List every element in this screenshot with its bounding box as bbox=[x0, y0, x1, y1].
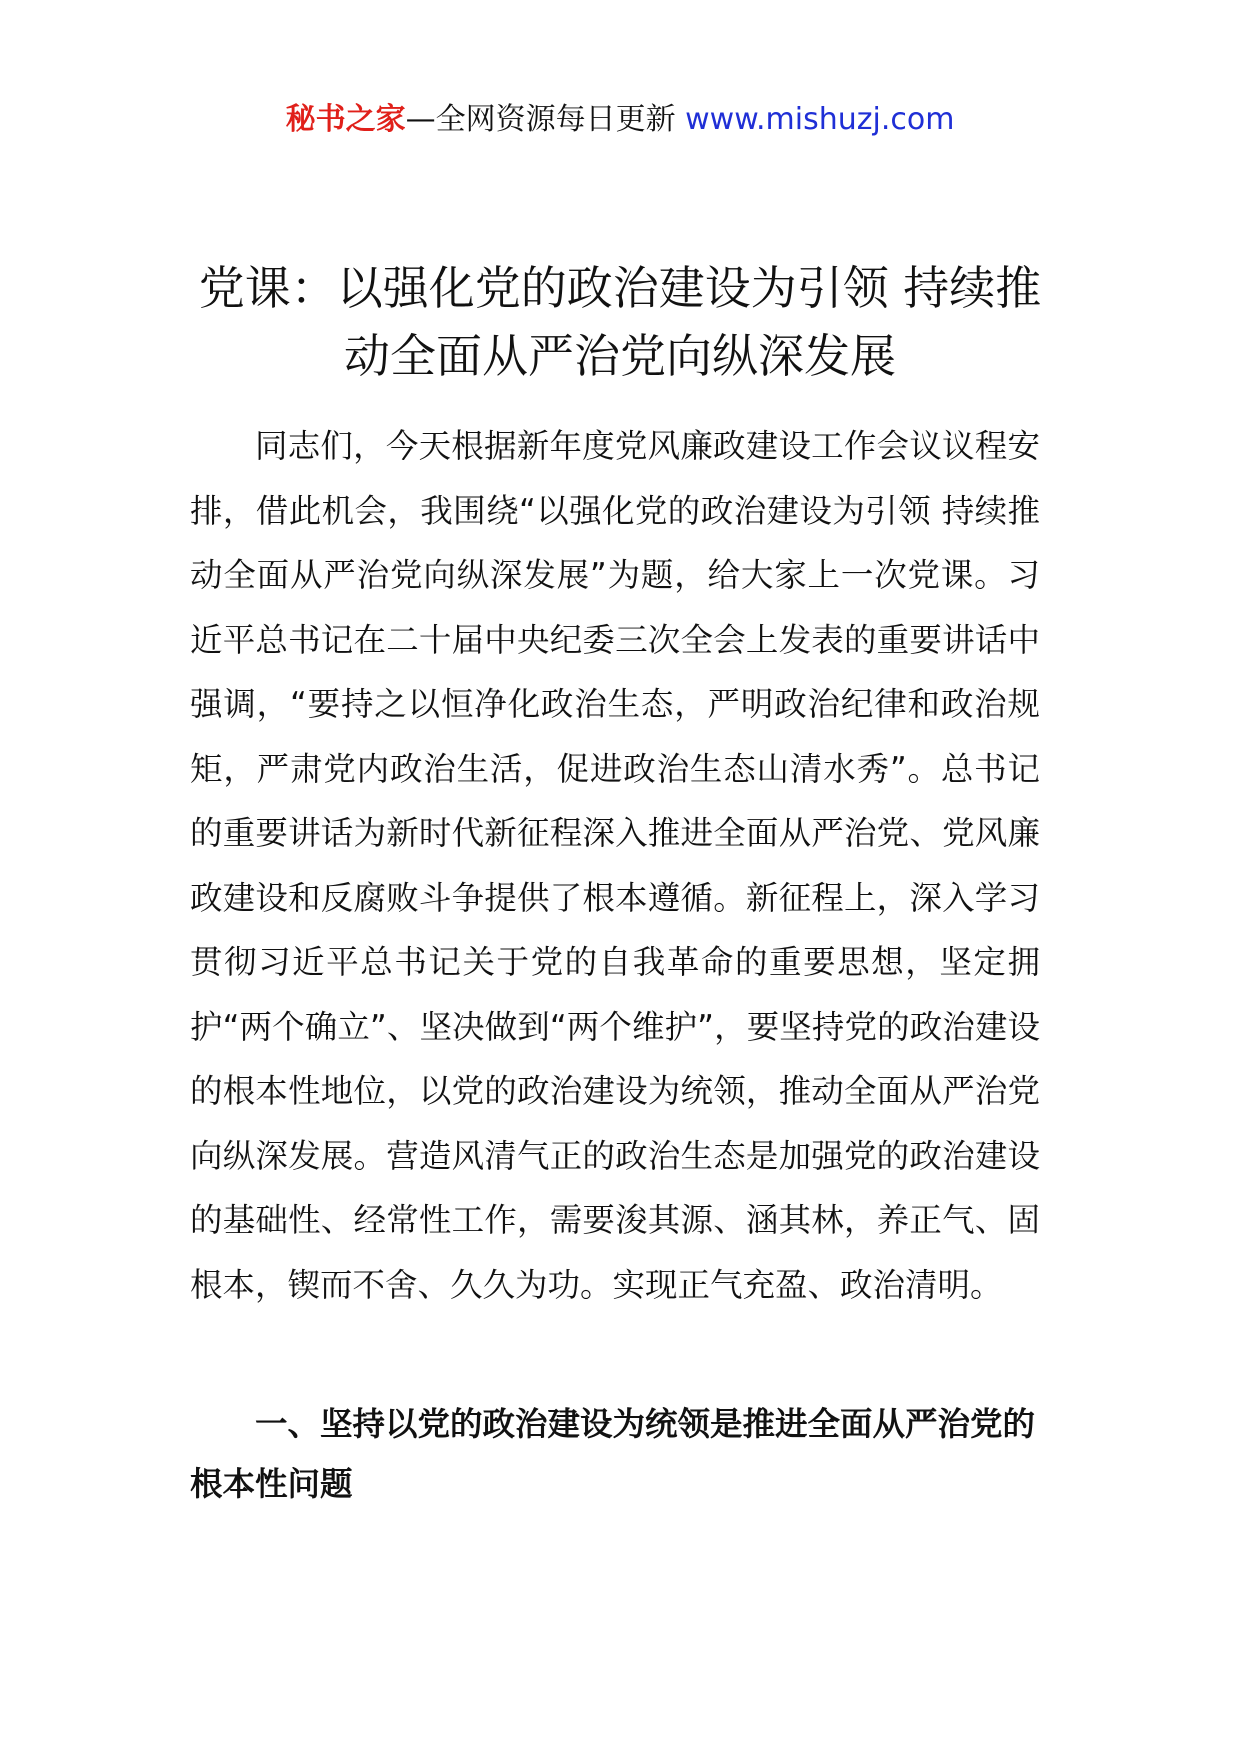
document-title: 党课：以强化党的政治建设为引领 持续推动全面从严治党向纵深发展 bbox=[198, 261, 1042, 383]
header-tagline: —全网资源每日更新 bbox=[405, 102, 686, 137]
body-paragraph: 同志们，今天根据新年度党风廉政建设工作会议议程安排，借此机会，我围绕“以强化党的政治建设为引领 持续推动全面从严治党向纵深发展”为题，给大家上一次党课。习近平总书记在二十届中央纪委三次全会上发表的重要讲话中强调，“要持之以恒净化政治生态，严明政治纪律和政治规矩，严肃党内政治生活，促进政治生态山清水秀”。总书记的重要讲话为新时代新征程深入推进全面从严治党、党风廉政建设和反腐败斗争提供了根本遵循。新征程上，深入学习贯彻习近平总书记关于党的自我革命的重要思想，坚定拥护“两个确立”、坚决做到“两个维护”，要坚持党的政治建设的根本性地位，以党的政治建设为统领，推动全面从严治党向纵深发展。营造风清气正的政治生态是加强党的政治建设的基础性、经常性工作，需要浚其源、涵其林，养正气、固根本，锲而不舍、久久为功。实现正气充盈、政治清明。 bbox=[190, 427, 1040, 1304]
site-url-link[interactable]: www.mishuzj.com bbox=[685, 102, 955, 137]
section-heading: 一、坚持以党的政治建设为统领是推进全面从严治党的根本性问题 bbox=[190, 1405, 1036, 1503]
brand-name: 秘书之家 bbox=[285, 102, 406, 137]
site-header bbox=[0, 98, 1240, 142]
